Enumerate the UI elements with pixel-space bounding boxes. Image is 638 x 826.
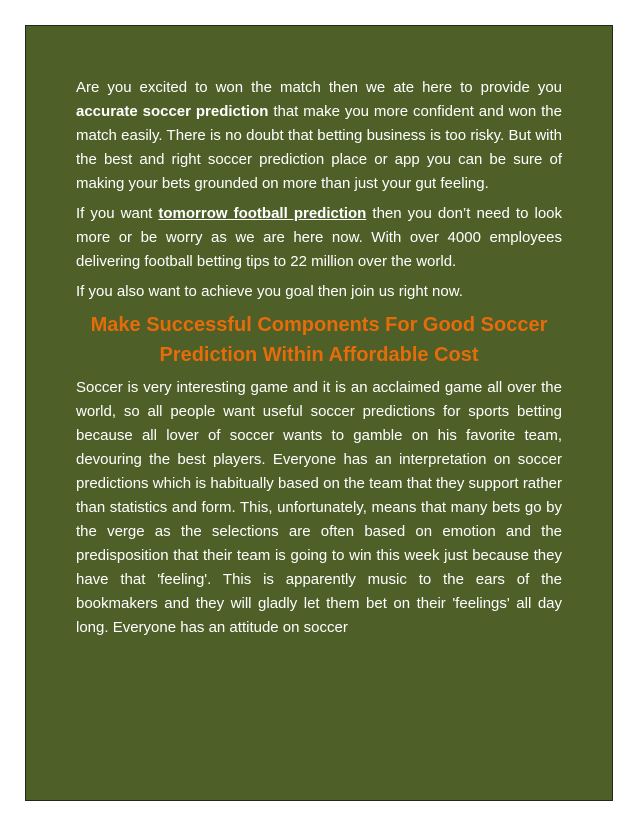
- document-content: [76, 76, 562, 646]
- intro-text-end: that make you more confident and won the match easily. There is no doubt that betting business is too risky. But with the best and right soccer prediction place or app you can be sure of making your bets grounded on more than just your gut feeling.: [76, 103, 562, 192]
- section-heading: [76, 310, 562, 370]
- tomorrow-text-end: then you don’t need to look more or be worry as we are here now. With over 4000 employees delivering football betting tips to 22 million over the world.: [76, 205, 563, 270]
- intro-emphasis: accurate soccer prediction: [76, 103, 269, 120]
- tomorrow-prediction-link[interactable]: tomorrow football prediction: [158, 205, 367, 222]
- document-page: [25, 25, 613, 801]
- section-heading-line1: Make Successful Components For Good Soccer: [90, 314, 548, 336]
- join-paragraph: If you also want to achieve you goal then join us right now.: [76, 283, 463, 300]
- tomorrow-paragraph: [76, 202, 562, 274]
- intro-text-start: Are you excited to won the match then we ate here to provide you: [76, 79, 562, 96]
- tomorrow-text-start: If you want: [76, 205, 159, 222]
- intro-paragraph: [76, 76, 562, 196]
- section-heading-line2: Prediction Within Affordable Cost: [159, 344, 479, 366]
- body-paragraph: Soccer is very interesting game and it is an acclaimed game all over the world, so all people want useful soccer predictions for sports betting because all lover of soccer wants to gamble on his favorite team, devouring the best players. Everyone has an interpretation on soccer predictions which is habitually based on the team that they support rather than statistics and form. This, unfortunately, means that many bets go by the verge as the selections are often based on emotion and the predisposition that their team is going to win this week just because they have that 'feeling'. This is apparently music to the ears of the bookmakers and they will gladly let them bet on their 'feelings' all day long. Everyone has an attitude on soccer: [76, 379, 562, 636]
